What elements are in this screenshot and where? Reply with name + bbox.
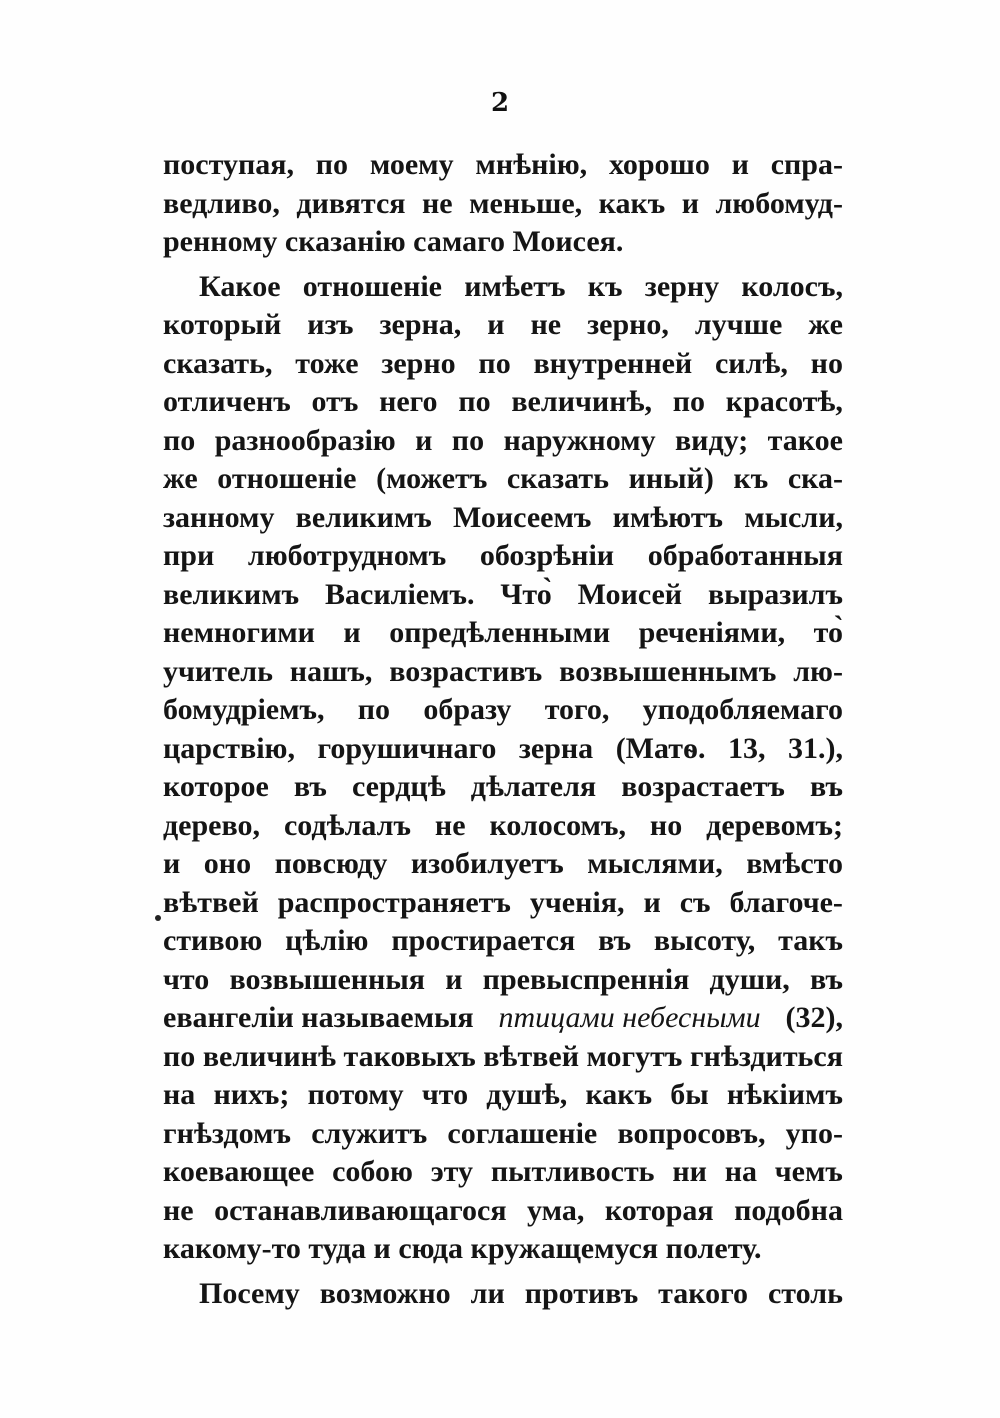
page-number: 2 [490,88,510,118]
italic-phrase: птицами небесными [498,1001,761,1034]
text-line: при люботрудномъ обозрѣніи обработанныя [163,539,843,572]
text-line: и оно повсюду изобилуетъ мыслями, вмѣсто [163,847,843,880]
text-line: гнѣздомъ служитъ соглашеніе вопросовъ, упо- [163,1116,843,1150]
text-line: дерево, содѣлалъ не колосомъ, но деревомъ; [163,808,843,842]
text-line: которое въ сердцѣ дѣлателя возрастаетъ въ [163,770,843,803]
text-line: ведливо, дивятся не меньше, какъ и любомуд- [163,186,843,220]
text-line: стивою цѣлію простирается въ высоту, такъ [163,924,843,957]
text-line: учитель нашъ, возрастивъ возвышеннымъ лю- [163,654,843,688]
margin-mark [155,915,161,921]
text-line: коевающее собою эту пытливость ни на чемъ [163,1155,843,1188]
text-segment: (32), [785,1001,843,1034]
text-line: сказать, тоже зерно по внутренней силѣ, но [163,346,843,380]
text-line: не останавливающагося ума, которая подобна [163,1193,843,1227]
text-line: какому-то туда и сюда кружащемуся полету. [163,1232,762,1265]
text-segment: евангеліи называемыя [163,1001,474,1034]
text-line: великимъ Василіемъ. Что̀ Моисей выразилъ [163,577,843,611]
text-line: немногими и опредѣленными реченіями, то̀ [163,616,843,649]
text-line: по величинѣ таковыхъ вѣтвей могутъ гнѣздиться [163,1039,843,1073]
text-line-with-italic [163,999,843,1038]
text-line: царствію, горушичнаго зерна (Матѳ. 13, 31.), [163,731,843,765]
text-line: Посему возможно ли противъ такого столь [199,1276,843,1310]
text-line: что возвышенныя и превыспреннія души, въ [163,962,843,996]
text-line: отличенъ отъ него по величинѣ, по красотѣ, [163,385,843,418]
text-line: бомудріемъ, по образу того, уподобляемаго [163,693,843,726]
text-line: вѣтвей распространяетъ ученія, и съ благоче- [163,885,843,919]
text-line: Какое отношеніе имѣетъ къ зерну колосъ, [199,269,843,303]
body-text [163,146,843,1313]
text-line: же отношеніе (можетъ сказать иный) къ ска- [163,462,843,495]
text-line: занному великимъ Моисеемъ имѣютъ мысли, [163,500,843,534]
text-line: поступая, по моему мнѣнію, хорошо и спра- [163,148,843,181]
text-line: на нихъ; потому что душѣ, какъ бы нѣкіимъ [163,1078,843,1111]
text-line: по разнообразію и по наружному виду; такое [163,423,843,457]
text-line: который изъ зерна, и не зерно, лучше же [163,308,843,341]
text-line: ренному сказанію самаго Моисея. [163,225,624,258]
